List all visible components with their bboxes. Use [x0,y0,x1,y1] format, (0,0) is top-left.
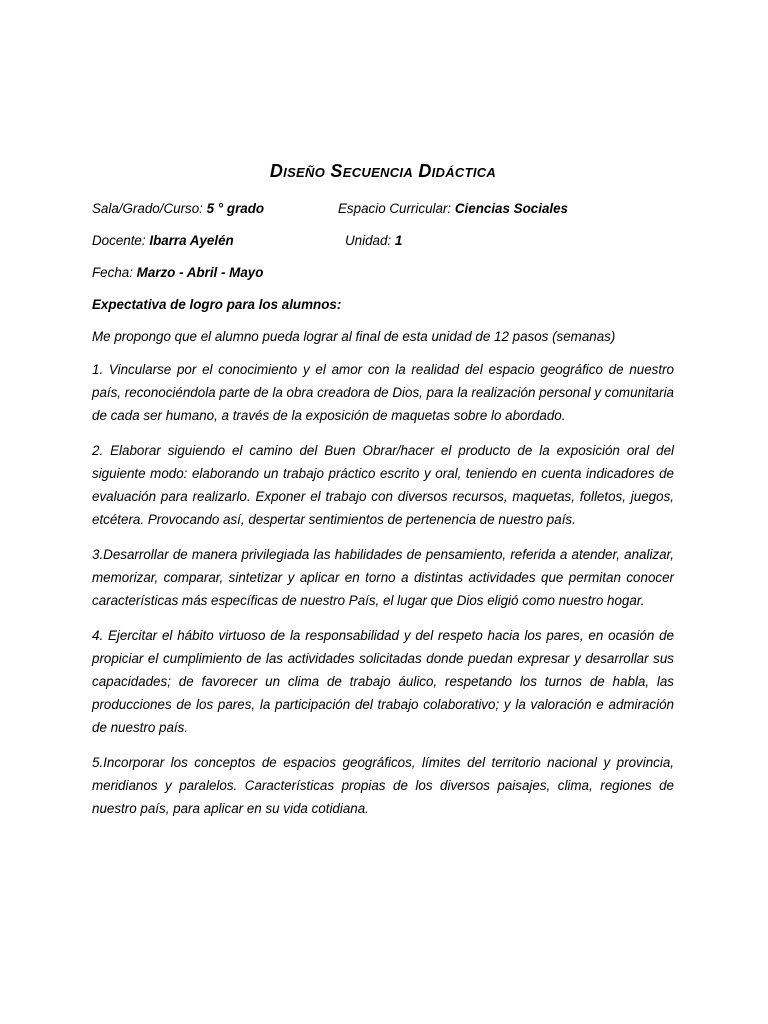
docente-value: Ibarra Ayelén [149,233,234,248]
objective-item-5: 5.Incorporar los conceptos de espacios geográficos, límites del territorio nacional y provincia, meridianos y paralelos. Características propias de los diversos paisajes, clima, regiones de nuestro país, para aplicar en su vida cotidiana. [92,755,674,816]
sala-value: 5 ° grado [206,201,265,216]
espacio-label: Espacio Curricular: [338,201,452,216]
docente-label: Docente: [92,233,146,248]
unidad-group [345,232,402,250]
fecha-row [92,264,674,282]
sala-espacio-row [92,200,674,218]
objective-item-3: 3.Desarrollar de manera privilegiada las habilidades de pensamiento, referida a atender, analizar, memorizar, comparar, sintetizar y aplicar en torno a distintas actividades que permitan conocer características más específicas de nuestro País, el lugar que Dios eligió como nuestro hogar. [92,547,674,608]
docente-unidad-row [92,232,674,250]
objective-item-1: 1. Vincularse por el conocimiento y el amor con la realidad del espacio geográfico de nuestro país, reconociéndola parte de la obra creadora de Dios, para la realización personal y comunitaria de cada ser humano, a través de la exposición de maquetas sobre lo abordado. [92,362,674,423]
objective-item-2: 2. Elaborar siguiendo el camino del Buen Obrar/hacer el producto de la exposición oral del siguiente modo: elaborando un trabajo práctico escrito y oral, teniendo en cuenta indicadores de evaluación para realizarlo. Exponer el trabajo con diversos recursos, maquetas, folletos, juegos, etcétera. Provocando así, despertar sentimientos de pertenencia de nuestro país. [92,443,674,527]
espacio-group [338,200,568,218]
fecha-value: Marzo - Abril - Mayo [136,265,264,280]
intro-paragraph: Me propongo que el alumno pueda lograr al final de esta unidad de 12 pasos (semanas) [92,329,616,344]
objective-item-4: 4. Ejercitar el hábito virtuoso de la responsabilidad y del respeto hacia los pares, en ocasión de propiciar el cumplimiento de las actividades solicitadas donde puedan expresar y desarrollar sus capacidades; de favorecer un clima de trabajo áulico, respetando los turnos de habla, las producciones de los pares, la participación del trabajo colaborativo; y la valoración e admiración de nuestro país. [92,628,674,735]
sala-label: Sala/Grado/Curso: [92,201,203,216]
espacio-value: Ciencias Sociales [454,201,568,216]
fecha-label: Fecha: [92,265,133,280]
unidad-value: 1 [394,233,403,248]
document-title: Diseño Secuencia Didáctica [269,161,497,181]
unidad-label: Unidad: [345,233,392,248]
document-page [92,158,674,832]
expectativa-heading: Expectativa de logro para los alumnos: [92,297,342,312]
